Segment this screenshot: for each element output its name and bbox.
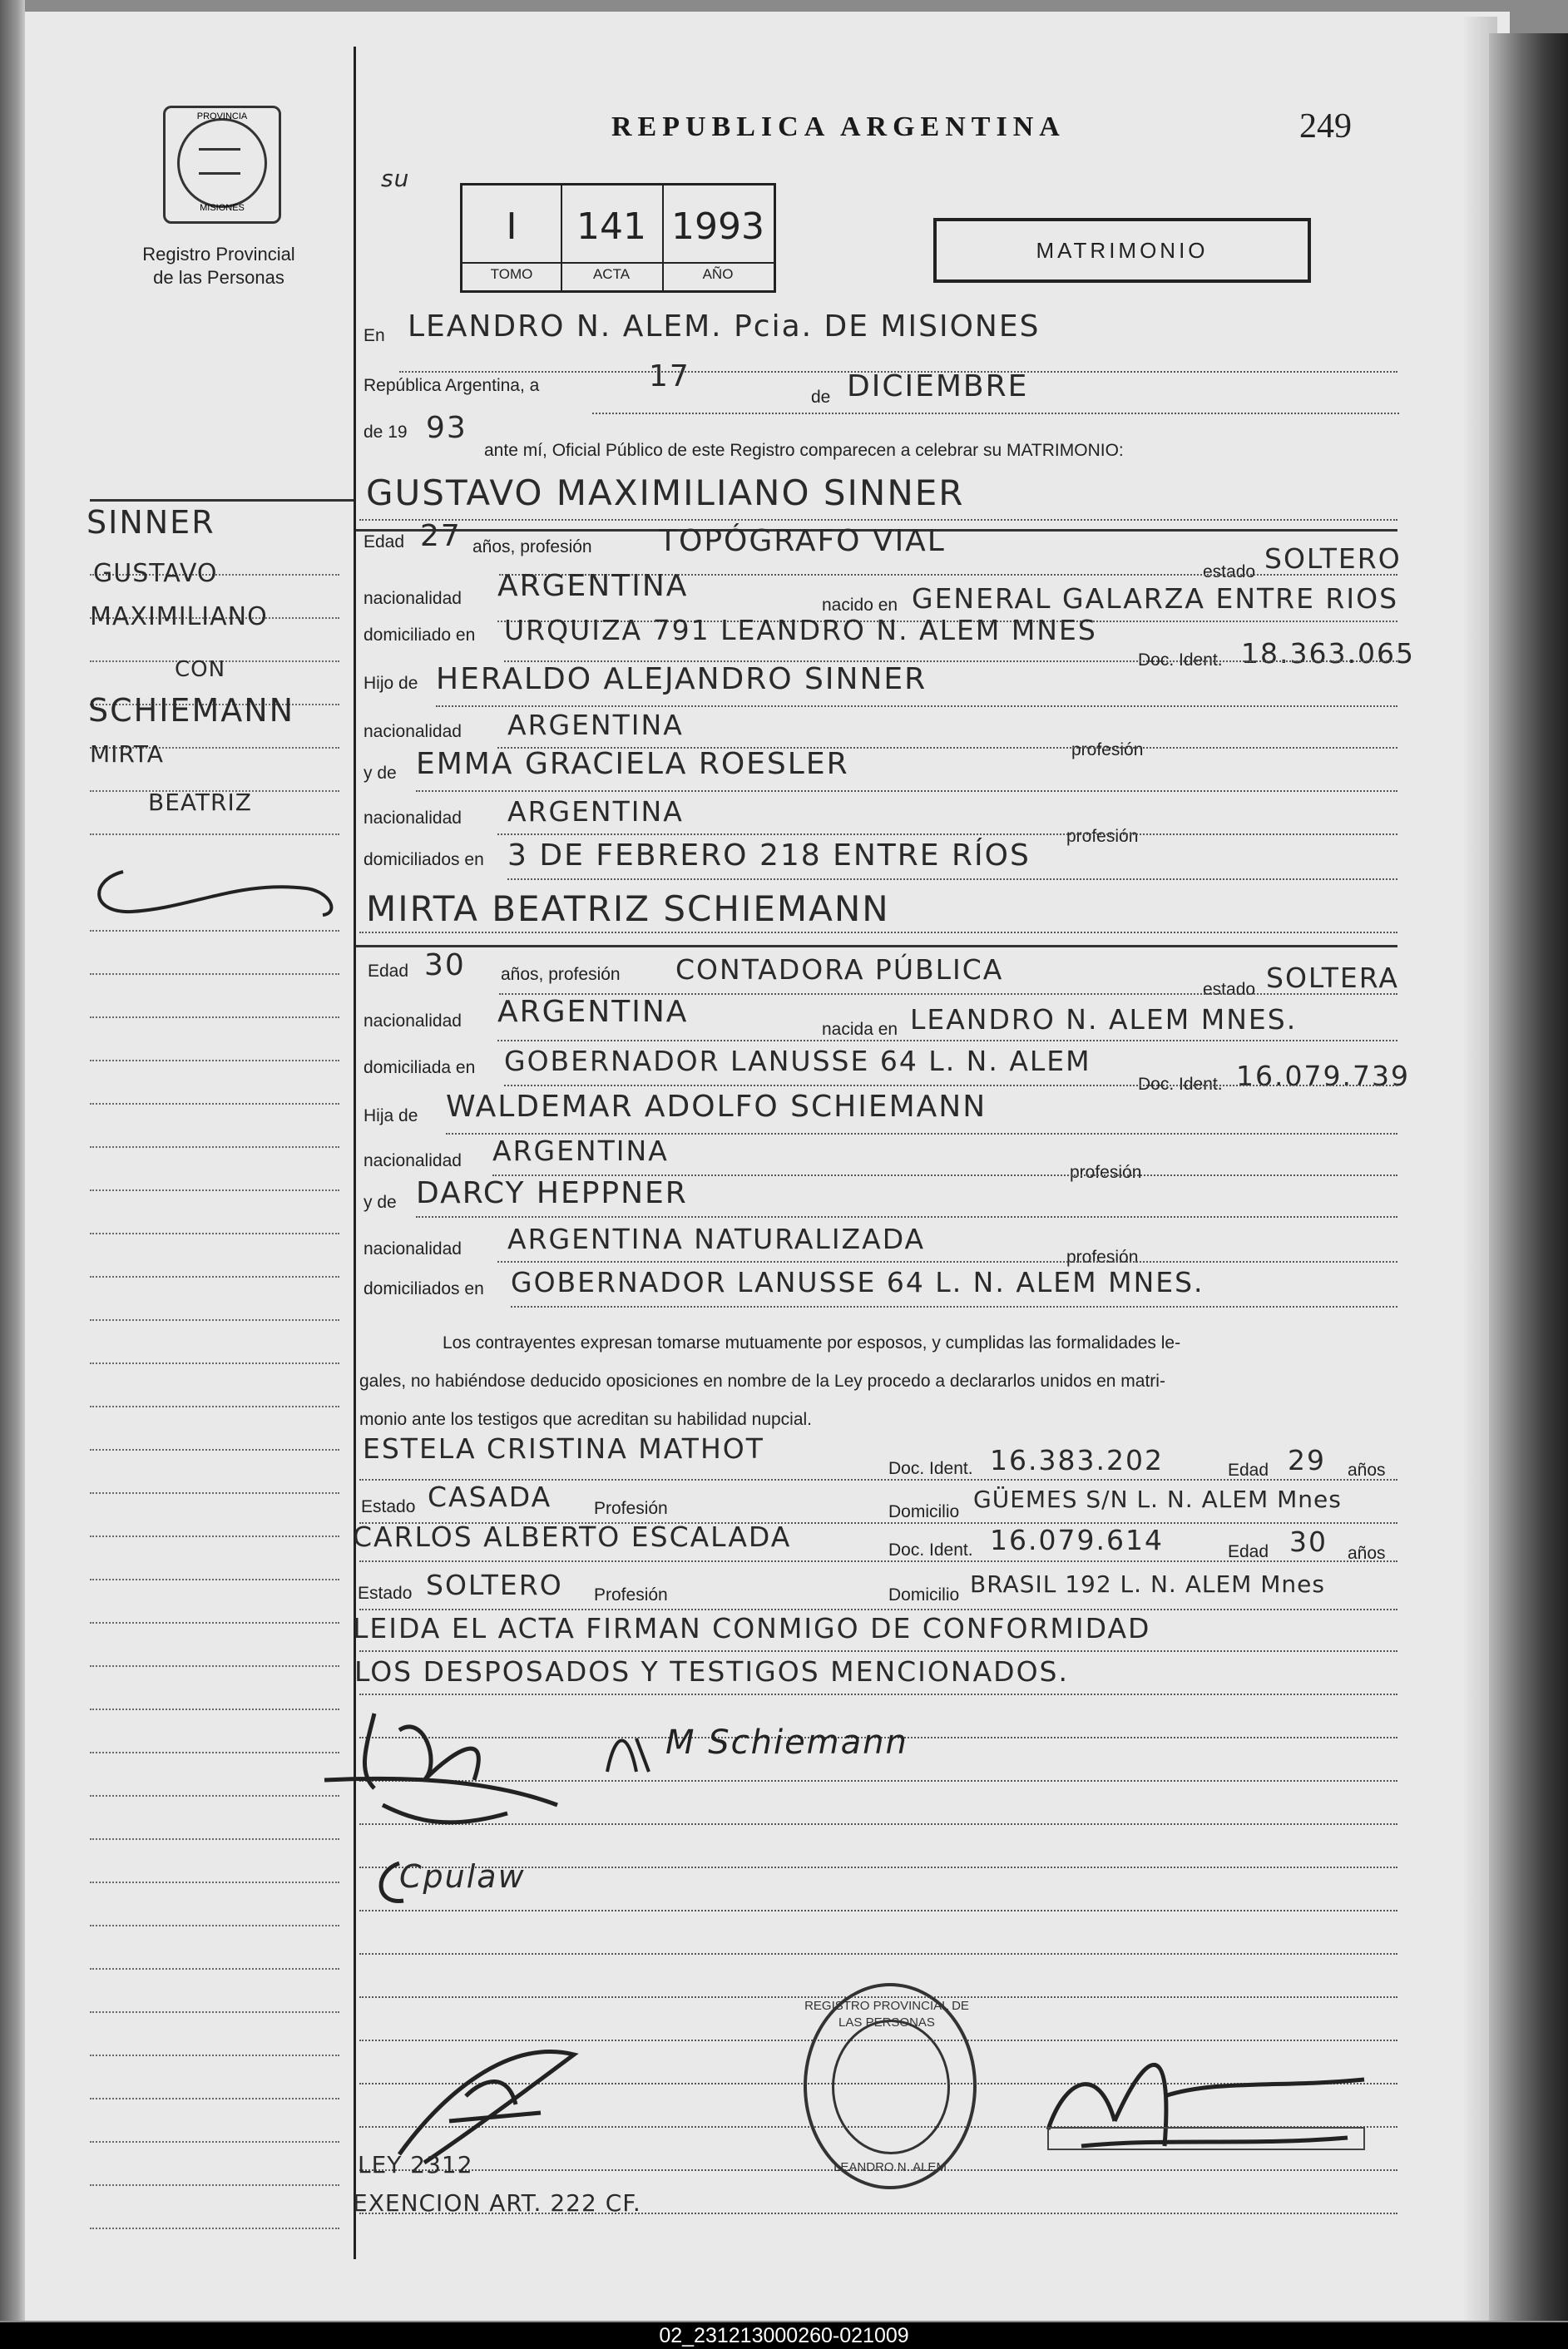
groom-father: HERALDO ALEJANDRO SINNER (436, 662, 927, 696)
bride-nac-label: nacionalidad (364, 1011, 462, 1031)
groom-father-prof-label: profesión (1071, 740, 1144, 759)
groom-domicilio: URQUIZA 791 LEANDRO N. ALEM MNES (504, 614, 1097, 646)
registration-box (460, 183, 776, 293)
bride-estado: SOLTERA (1266, 962, 1399, 994)
month: DICIEMBRE (847, 369, 1029, 403)
bride-name: MIRTA BEATRIZ SCHIEMANN (366, 888, 890, 929)
groom-name: GUSTAVO MAXIMILIANO SINNER (366, 472, 965, 513)
province-seal (163, 106, 281, 224)
ano-value: 1993 (671, 205, 764, 248)
bride-mother-nac-label: nacionalidad (364, 1239, 462, 1259)
bride-mother: DARCY HEPPNER (416, 1176, 688, 1210)
bride-doc: 16.079.739 (1236, 1060, 1410, 1092)
witness2-estado: SOLTERO (426, 1569, 563, 1601)
margin-note-line1: SINNER (87, 504, 215, 541)
seal-text-bottom: MISIONES (200, 203, 245, 213)
ano-cell (662, 185, 774, 290)
witness2-name: CARLOS ALBERTO ESCALADA (353, 1521, 792, 1553)
witness1-domicilio: GÜEMES S/N L. N. ALEM Mnes (973, 1486, 1342, 1513)
country-title: REPUBLICA ARGENTINA (611, 111, 1066, 142)
footnote-line1: LEY 2312 (358, 2151, 473, 2178)
bride-edad-label: Edad (368, 962, 409, 981)
bride-nacionalidad: ARGENTINA (497, 995, 689, 1029)
registry-name (90, 243, 348, 289)
groom-edad-label: Edad (364, 532, 405, 551)
witness2-anos-label: años (1348, 1544, 1386, 1563)
margin-flourish (90, 863, 348, 922)
record-type-box: MATRIMONIO (933, 218, 1311, 283)
bride-doc-label: Doc. Ident. (1138, 1075, 1223, 1094)
en-label: En (364, 326, 385, 345)
witness2-edad: 30 (1289, 1526, 1328, 1558)
bride-prof-label: años, profesión (501, 965, 621, 984)
closing-line2: LOS DESPOSADOS Y TESTIGOS MENCIONADOS. (354, 1655, 1069, 1688)
groom-mother: EMMA GRACIELA ROESLER (416, 747, 849, 781)
groom-nacido-label: nacido en (822, 596, 898, 615)
bride-parents-dom: GOBERNADOR LANUSSE 64 L. N. ALEM MNES. (511, 1266, 1204, 1298)
bride-father-label: Hija de (364, 1106, 418, 1125)
bride-father-nac-label: nacionalidad (364, 1151, 462, 1170)
bride-estado-label: estado (1203, 980, 1256, 999)
declaration-line2: gales, no habiéndose deducido oposiciones en nombre de la Ley procedo a declararlos unidos en matri- (359, 1372, 1165, 1391)
margin-note-line2: GUSTAVO (93, 559, 218, 588)
bride-domicilio: GOBERNADOR LANUSSE 64 L. N. ALEM (504, 1045, 1091, 1077)
bride-nacida-label: nacida en (822, 1020, 898, 1039)
officer-signature-right (1031, 2030, 1381, 2179)
groom-mother-prof-label: profesión (1066, 827, 1139, 846)
groom-parents-dom-label: domiciliados en (364, 850, 484, 869)
witness1-name: ESTELA CRISTINA MATHOT (363, 1432, 764, 1465)
registry-name-line1: Registro Provincial (142, 244, 295, 265)
groom-doc-label: Doc. Ident. (1138, 650, 1223, 670)
ano-label: AÑO (662, 262, 774, 283)
declaration-line3: monio ante los testigos que acreditan su habilidad nupcial. (359, 1410, 813, 1429)
groom-signature (275, 1697, 624, 1847)
book-binding-left (0, 0, 25, 2321)
bride-father-prof-label: profesión (1070, 1163, 1142, 1182)
witness1-doc-label: Doc. Ident. (888, 1459, 973, 1478)
witness2-doc: 16.079.614 (990, 1524, 1164, 1556)
year-suffix: 93 (426, 411, 467, 445)
margin-note-line6: MIRTA (90, 740, 164, 768)
bride-rule (356, 945, 1397, 947)
acta-cell (561, 185, 664, 290)
footnote-line2: EXENCION ART. 222 CF. (353, 2189, 641, 2217)
statement: ante mí, Oficial Público de este Registro comparecen a celebrar su MATRIMONIO: (484, 441, 1124, 460)
groom-nacido-en: GENERAL GALARZA ENTRE RIOS (912, 582, 1399, 615)
witness1-edad: 29 (1288, 1444, 1326, 1476)
tomo-value: I (506, 205, 517, 248)
column-divider (354, 47, 356, 2259)
bride-mother-prof-label: profesión (1066, 1248, 1139, 1267)
witness1-prof-label: Profesión (594, 1499, 668, 1518)
witness-signature-text: Cpulaw (399, 1858, 526, 1895)
margin-note-line3: MAXIMILIANO (90, 602, 268, 631)
bride-father-nac: ARGENTINA (492, 1135, 669, 1167)
acta-value: 141 (576, 205, 646, 248)
page-number: 249 (1299, 107, 1352, 146)
margin-note-line7: BEATRIZ (148, 789, 252, 816)
witness1-edad-label: Edad (1228, 1461, 1269, 1480)
witness2-doc-label: Doc. Ident. (888, 1540, 973, 1560)
bride-parents-dom-label: domiciliados en (364, 1279, 484, 1298)
bride-dom-label: domiciliada en (364, 1058, 476, 1077)
bride-signature-text: M Schiemann (665, 1723, 908, 1762)
groom-parents-dom: 3 DE FEBRERO 218 ENTRE RÍOS (507, 838, 1031, 873)
margin-top-rule (90, 499, 354, 502)
witness1-estado-label: Estado (361, 1497, 416, 1516)
margin-note-line5: SCHIEMANN (88, 692, 295, 729)
year-prefix: de 19 (364, 423, 408, 442)
groom-edad: 27 (420, 519, 462, 553)
groom-estado-label: estado (1203, 562, 1256, 581)
republic-label: República Argentina, a (364, 376, 540, 395)
tomo-cell (462, 185, 562, 290)
groom-mother-nac: ARGENTINA (507, 795, 684, 828)
closing-line1: LEIDA EL ACTA FIRMAN CONMIGO DE CONFORMIDAD (353, 1612, 1151, 1644)
groom-mother-nac-label: nacionalidad (364, 809, 462, 828)
image-id-footer (0, 2322, 1568, 2349)
witness2-dom-label: Domicilio (888, 1585, 960, 1605)
day: 17 (649, 359, 690, 393)
groom-estado: SOLTERO (1264, 542, 1402, 575)
tomo-label: TOMO (462, 262, 561, 283)
official-stamp (804, 1983, 977, 2189)
groom-nac-label: nacionalidad (364, 589, 462, 608)
bride-nacida-en: LEANDRO N. ALEM MNES. (910, 1003, 1298, 1036)
groom-father-nac-label: nacionalidad (364, 722, 462, 741)
witness2-edad-label: Edad (1228, 1542, 1269, 1561)
groom-prof-label: años, profesión (472, 537, 592, 556)
de-label: de (811, 388, 831, 407)
bride-father: WALDEMAR ADOLFO SCHIEMANN (446, 1090, 987, 1124)
groom-profesion: TOPÓGRAFO VIAL (659, 524, 946, 558)
bride-edad: 30 (424, 948, 466, 982)
groom-father-label: Hijo de (364, 674, 418, 693)
witness2-estado-label: Estado (358, 1584, 413, 1603)
bride-mother-label: y de (364, 1193, 397, 1212)
witness2-domicilio: BRASIL 192 L. N. ALEM Mnes (970, 1570, 1325, 1598)
acta-label: ACTA (561, 262, 662, 283)
bride-profesion: CONTADORA PÚBLICA (675, 953, 1004, 986)
margin-note-line4: CON (175, 657, 226, 682)
book-binding-right (1489, 33, 1568, 2321)
witness2-prof-label: Profesión (594, 1585, 668, 1605)
groom-father-nac: ARGENTINA (507, 709, 684, 741)
groom-doc: 18.363.065 (1241, 637, 1415, 670)
groom-nacionalidad: ARGENTINA (497, 569, 689, 603)
bride-mother-nac: ARGENTINA NATURALIZADA (507, 1223, 926, 1255)
witness1-estado: CASADA (428, 1481, 552, 1513)
image-id: 02_231213000260-021009 (659, 2324, 909, 2347)
seal-text-top: PROVINCIA (196, 111, 248, 121)
registry-name-line2: de las Personas (153, 267, 284, 288)
place: LEANDRO N. ALEM. Pcia. DE MISIONES (408, 309, 1041, 344)
register-page (25, 12, 1510, 2321)
officer-signature-left (374, 2030, 599, 2171)
witness1-doc: 16.383.202 (990, 1444, 1164, 1476)
stamp-text-left: REGISTRO PROVINCIAL DE LAS PERSONAS (804, 1999, 969, 2030)
witness1-anos-label: años (1348, 1461, 1386, 1480)
declaration-line1: Los contrayentes expresan tomarse mutuamente por esposos, y cumplidas las formalidades le- (443, 1333, 1181, 1353)
declaration (359, 1324, 1399, 1439)
groom-dom-label: domiciliado en (364, 626, 476, 645)
stamp-text-right: LEANDRO N. ALEM (833, 2160, 947, 2174)
witness1-dom-label: Domicilio (888, 1502, 960, 1521)
groom-mother-label: y de (364, 764, 397, 783)
annotation: su (381, 165, 410, 192)
